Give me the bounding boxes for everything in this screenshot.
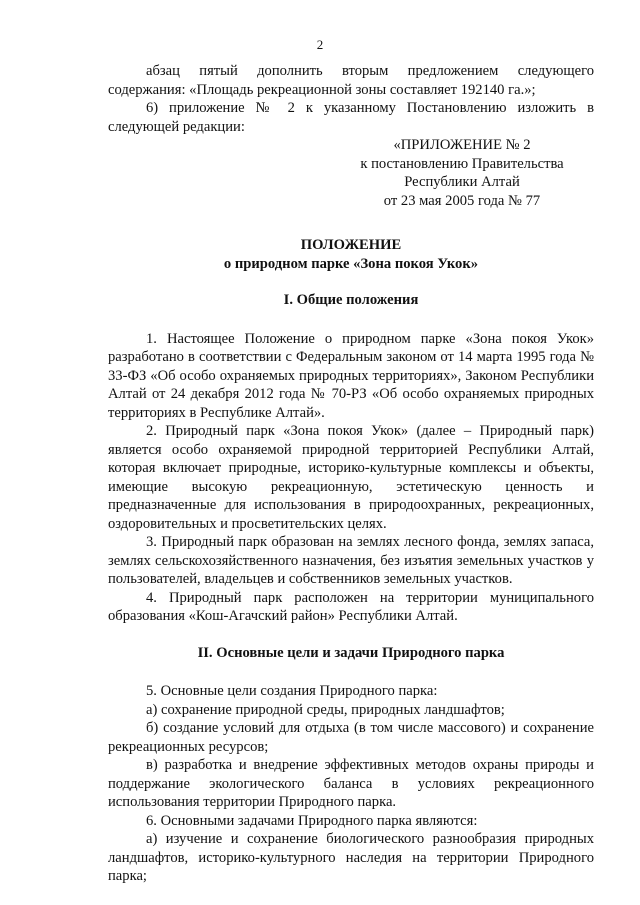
section-1-item-2: 2. Природный парк «Зона покоя Укок» (далее – Природный парк) является особо охраняемой природной территорией Республики Алтай, которая включает природные, историко-культурные комплексы и объекты, имеющие высокую рекреационную, эстетическую ценность и предназначенные для использования в природоохранных, рекреационных, оздоровительных и просветительских целях. <box>108 423 594 532</box>
intro-paragraph-2: 6) приложение № 2 к указанному Постановлению изложить в следующей редакции: <box>108 100 594 135</box>
appendix-line-3: Республики Алтай <box>404 174 520 190</box>
section-1-item-1: 1. Настоящее Положение о природном парке «Зона покоя Укок» разработано в соответствии с Федеральным законом от 14 марта 1995 года № 33-ФЗ «Об особо охраняемых природных территориях», Законом Республики Алтай от 24 декабря 2012 года № 70-РЗ «Об особо охраняемых природных территориях в Республике Алтай». <box>108 330 594 421</box>
document-title-line-1: ПОЛОЖЕНИЕ <box>300 237 402 253</box>
section-2-item-5: 6. Основными задачами Природного парка являются: <box>146 812 478 829</box>
appendix-line-2: к постановлению Правительства <box>360 155 564 172</box>
section-2-item-1: 5. Основные цели создания Природного парка: <box>146 683 438 699</box>
appendix-header <box>332 136 592 210</box>
section-2-item-3: б) создание условий для отдыха (в том числе массового) и сохранение рекреационных ресурсов; <box>108 720 594 755</box>
section-2-item-2: а) сохранение природной среды, природных ландшафтов; <box>146 701 505 718</box>
appendix-line-4: от 23 мая 2005 года № 77 <box>383 192 541 209</box>
intro-paragraph-1: абзац пятый дополнить вторым предложением следующего содержания: «Площадь рекреационной зоны составляет 192140 га.»; <box>108 63 594 98</box>
document-body <box>108 62 594 886</box>
document-title <box>108 236 594 273</box>
section-2-heading: II. Основные цели и задачи Природного парка <box>197 644 505 661</box>
document-title-line-2: о природном парке «Зона покоя Укок» <box>223 255 479 272</box>
section-1-heading: I. Общие положения <box>283 292 419 308</box>
section-2-item-4: в) разработка и внедрение эффективных методов охраны природы и поддержание экологического баланса в условиях рекреационного использования территории Природного парка. <box>108 757 594 810</box>
section-1-item-4: 4. Природный парк расположен на территории муниципального образования «Кош-Агачский район» Республики Алтай. <box>108 589 594 624</box>
appendix-line-1: «ПРИЛОЖЕНИЕ № 2 <box>393 137 531 153</box>
section-2-item-6: а) изучение и сохранение биологического разнообразия природных ландшафтов, историко-культурного наследия на территории Природного парка; <box>108 831 594 884</box>
section-1-item-3: 3. Природный парк образован на землях лесного фонда, землях запаса, землях сельскохозяйственного назначения, без изъятия земельных участков у пользователей, владельцев и собственников земельных участков. <box>108 534 594 587</box>
page-number: 2 <box>316 37 324 52</box>
